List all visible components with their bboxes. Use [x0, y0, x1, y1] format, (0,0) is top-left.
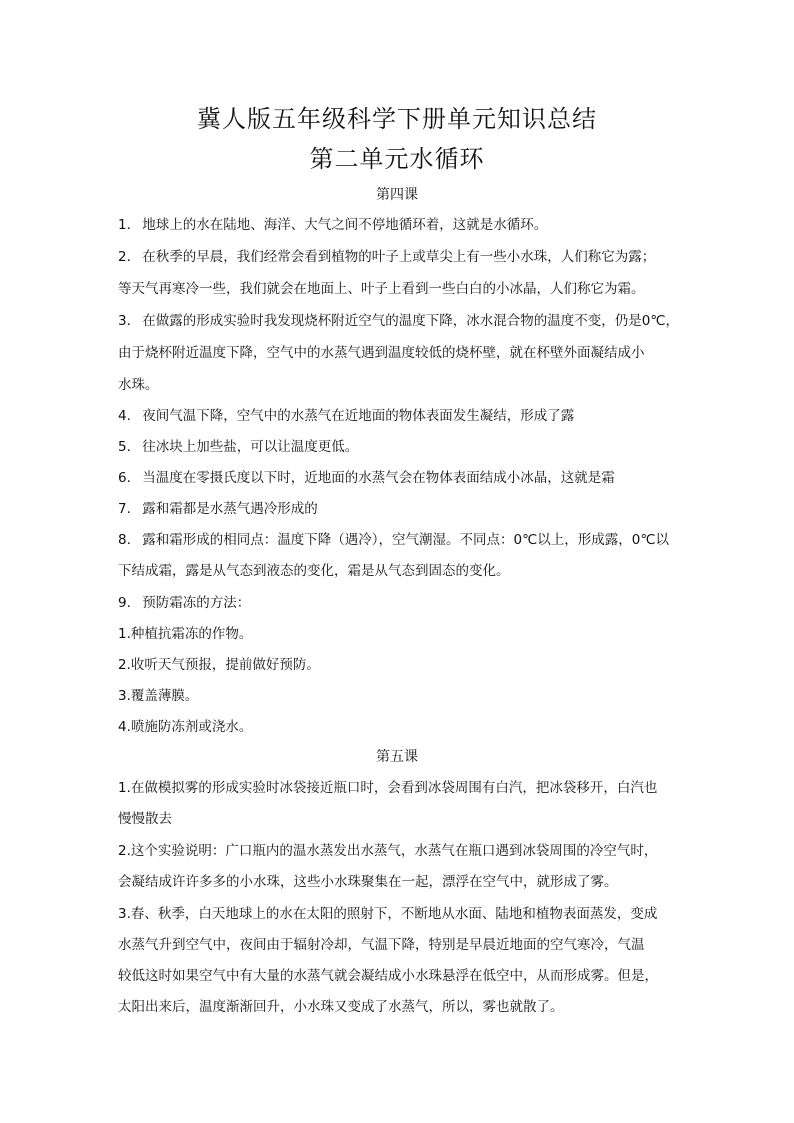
- lesson-5-paragraph-continuation: 慢慢散去: [118, 811, 172, 827]
- lesson-5-paragraph: 2.这个实验说明：广口瓶内的温水蒸发出水蒸气，水蒸气在瓶口遇到冰袋周围的冷空气时，: [118, 843, 658, 859]
- frost-method-item: 2.收听天气预报，提前做好预防。: [118, 657, 320, 673]
- lesson-5-paragraph-continuation: 太阳出来后，温度渐渐回升，小水珠又变成了水蒸气，所以，雾也就散了。: [118, 999, 564, 1015]
- lesson-5-paragraph: 3.春、秋季，白天地球上的水在太阳的照射下，不断地从水面、陆地和植物表面蒸发，变成: [118, 906, 658, 922]
- unit-title: 第二单元水循环: [309, 145, 485, 173]
- lesson-5-paragraph-continuation: 较低这时如果空气中有大量的水蒸气就会凝结成小水珠悬浮在低空中，从而形成雾。但是，: [118, 968, 658, 984]
- list-item-continuation: 由于烧杯附近温度下降，空气中的水蒸气遇到温度较低的烧杯壁，就在杯壁外面凝结成小: [118, 345, 645, 361]
- frost-method-item: 1.种植抗霜冻的作物。: [118, 626, 253, 642]
- list-item: 6. 当温度在零摄氏度以下时，近地面的水蒸气会在物体表面结成小冰晶，这就是霜: [118, 470, 615, 486]
- list-item-continuation: 等天气再寒冷一些，我们就会在地面上、叶子上看到一些白白的小冰晶，人们称它为霜。: [118, 281, 645, 297]
- list-item: 3. 在做露的形成实验时我发现烧杯附近空气的温度下降，冰水混合物的温度不变，仍是0℃，: [118, 313, 680, 329]
- list-item: 4. 夜间气温下降，空气中的水蒸气在近地面的物体表面发生凝结，形成了露: [118, 408, 575, 424]
- lesson-4-heading: 第四课: [376, 187, 418, 203]
- lesson-5-paragraph: 1.在做模拟雾的形成实验时冰袋接近瓶口时，会看到冰袋周围有白汽，把冰袋移开，白汽也: [118, 780, 658, 796]
- lesson-5-paragraph-continuation: 会凝结成许许多多的小水珠，这些小水珠聚集在一起，漂浮在空气中，就形成了雾。: [118, 874, 618, 890]
- list-item: 9. 预防霜冻的方法：: [118, 595, 251, 611]
- frost-method-item: 4.喷施防冻剂或浇水。: [118, 719, 253, 735]
- list-item: 5. 往冰块上加些盐，可以让温度更低。: [118, 439, 359, 455]
- lesson-5-heading: 第五课: [376, 749, 418, 765]
- list-item-continuation: 下结成霜，露是从气态到液态的变化，霜是从气态到固态的变化。: [118, 563, 510, 579]
- frost-method-item: 3.覆盖薄膜。: [118, 688, 199, 704]
- list-item: 8. 露和霜形成的相同点：温度下降（遇冷），空气潮湿。不同点：0℃以上，形成露，0℃以: [118, 532, 670, 548]
- list-item-continuation: 水珠。: [118, 377, 159, 393]
- list-item: 1. 地球上的水在陆地、海洋、大气之间不停地循环着，这就是水循环。: [118, 217, 548, 233]
- list-item: 2. 在秋季的早晨，我们经常会看到植物的叶子上或草尖上有一些小水珠，人们称它为露；: [118, 249, 656, 265]
- document-title: 冀人版五年级科学下册单元知识总结: [197, 105, 597, 133]
- list-item: 7. 露和霜都是水蒸气遇冷形成的: [118, 501, 318, 517]
- lesson-5-paragraph-continuation: 水蒸气升到空气中，夜间由于辐射冷却，气温下降，特别是早晨近地面的空气寒冷，气温: [118, 937, 645, 953]
